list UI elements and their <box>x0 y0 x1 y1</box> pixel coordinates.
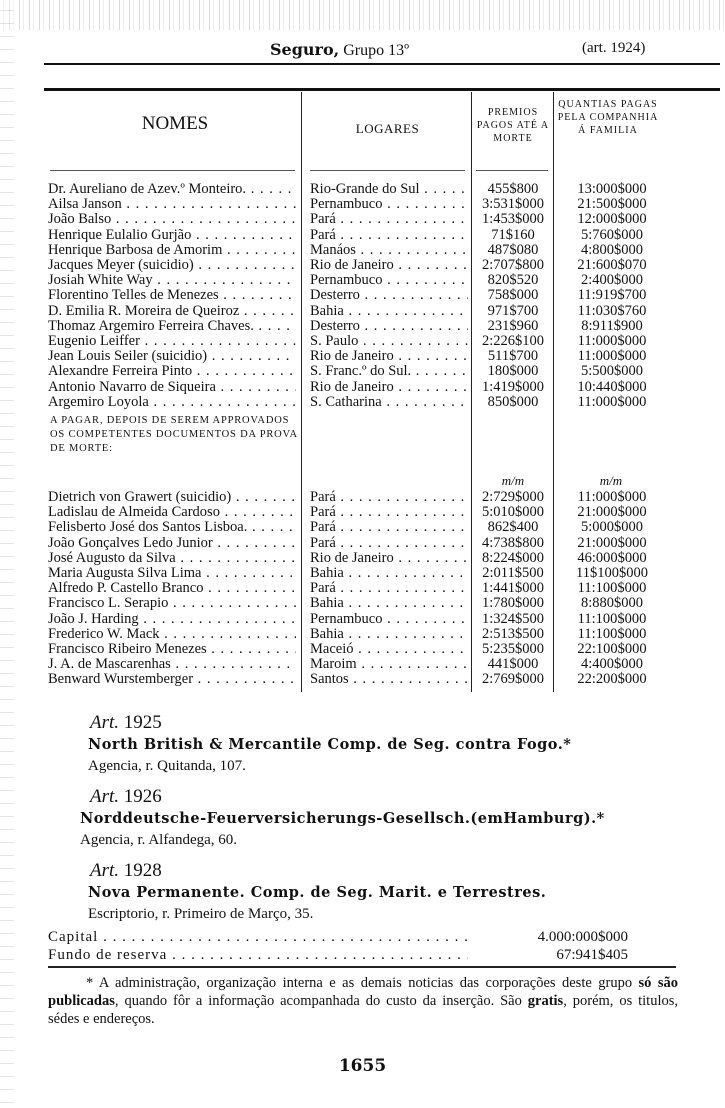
article-label: Art. <box>90 712 120 733</box>
payout-cell: 21:600$070 <box>577 257 647 273</box>
payout-cell: 21:000$000 <box>577 504 647 521</box>
premium-cell: 511$700 <box>487 348 539 365</box>
premium-cell: 71$160 <box>491 226 535 243</box>
place-cell: Santos . . . <box>310 672 468 687</box>
name-cell: Dietrich von Grawert (suicidio) . . . <box>48 490 296 505</box>
financial-value: 67:941$405 <box>556 947 628 963</box>
premium-cell: 231$960 <box>487 317 539 334</box>
financial-label: Capital . . . <box>48 928 468 946</box>
name-cell: Ailsa Janson . . . <box>48 197 296 212</box>
premium-cell: 4:738$800 <box>481 534 545 551</box>
footnote-text: , porém, os titulos, sédes e endereços. <box>48 993 678 1027</box>
header-underline <box>50 170 295 171</box>
place-cell: Bahia . . . <box>310 596 468 611</box>
footnote-text: , quando fôr a informação acompanhada do custo da inserção. São <box>114 993 528 1009</box>
place-cell: Pará . . . <box>310 505 468 520</box>
name-cell: Thomaz Argemiro Ferreira Chaves. . . . <box>48 319 296 334</box>
footnote-bold: gratis <box>527 993 564 1009</box>
name-cell: Antonio Navarro de Siqueira . . . <box>48 380 296 395</box>
payout-cell: 11:100$000 <box>577 610 647 627</box>
currency-label-premios: m/m <box>501 473 525 488</box>
article-label: Art. <box>90 860 120 881</box>
footnote-bold: só são publicadas <box>48 975 678 1009</box>
payout-cell: 11:000$000 <box>577 333 647 349</box>
premium-cell: 3:531$000 <box>481 196 545 213</box>
company-name: Norddeutsche-Feuerversicherungs-Gesellsch.(emHamburg).* <box>80 810 605 827</box>
article-heading <box>90 860 162 882</box>
premium-cell: 1:780$000 <box>481 595 545 612</box>
premium-cell: 5:010$000 <box>481 504 545 521</box>
article-heading <box>90 786 162 808</box>
footnote-rule <box>48 966 676 968</box>
name-cell: João J. Harding . . . <box>48 612 296 627</box>
premium-cell: 971$700 <box>487 302 539 319</box>
premium-cell: 455$800 <box>487 181 539 197</box>
place-cell: Maceió . . . <box>310 642 468 657</box>
premium-cell: 2:769$000 <box>481 671 545 688</box>
name-cell: Argemiro Loyola . . . <box>48 395 296 410</box>
financial-row <box>48 928 678 946</box>
financial-value: 4.000:000$000 <box>537 929 628 945</box>
place-cell: Pará . . . <box>310 536 468 551</box>
column-header-premios: PREMIOS PAGOS ATÉ A MORTE <box>476 107 550 144</box>
place-cell: S. Paulo . . . <box>310 334 468 349</box>
header-rule <box>44 63 720 65</box>
premium-cell: 2:513$500 <box>481 625 545 642</box>
payout-cell: 11$100$000 <box>576 565 648 581</box>
premium-cell: 1:453$000 <box>481 211 545 228</box>
premium-cell: 862$400 <box>487 519 539 536</box>
running-header <box>270 40 409 60</box>
currency-label-quantias: m/m <box>599 473 623 488</box>
payout-cell: 11:000$000 <box>577 393 647 410</box>
page-number: 1655 <box>338 1056 387 1076</box>
column-header-nomes: NOMES <box>141 113 209 134</box>
name-cell: Jacques Meyer (suicidio) . . . <box>48 258 296 273</box>
payout-cell: 46:000$000 <box>577 549 647 566</box>
header-underline <box>310 170 465 171</box>
payout-cell: 4:400$000 <box>580 656 644 673</box>
payout-cell: 22:100$000 <box>577 641 647 657</box>
premium-cell: 441$000 <box>487 656 539 673</box>
payout-cell: 8:880$000 <box>580 595 644 612</box>
name-cell: Henrique Eulalio Gurjão . . . <box>48 228 296 243</box>
payout-cell: 8:911$900 <box>581 317 643 334</box>
column-divider <box>471 92 472 692</box>
article-heading <box>90 712 162 734</box>
article-number: 1926 <box>119 786 162 807</box>
name-cell: João Gonçalves Ledo Junior . . . <box>48 536 296 551</box>
article-number: 1928 <box>119 860 162 881</box>
running-header-bold: Seguro, <box>270 40 340 59</box>
company-address: Agencia, r. Alfandega, 60. <box>80 832 238 848</box>
place-cell: Bahia . . . <box>310 627 468 642</box>
name-cell: Alexandre Ferreira Pinto . . . <box>48 364 296 379</box>
name-cell: J. A. de Mascarenhas . . . <box>48 657 296 672</box>
place-cell: Rio de Janeiro . . . <box>310 258 468 273</box>
premium-cell: 2:707$800 <box>481 257 545 273</box>
name-cell: Felisberto José dos Santos Lisboa. . . . <box>48 520 296 535</box>
table-top-rule <box>44 88 720 91</box>
name-cell: Josiah White Way . . . <box>48 273 296 288</box>
payout-cell: 2:400$000 <box>580 272 644 289</box>
place-cell: Maroim . . . <box>310 657 468 672</box>
name-cell: Eugenio Leiffer . . . <box>48 334 296 349</box>
running-header-text: Grupo 13º <box>339 42 410 59</box>
payout-cell: 5:760$000 <box>580 226 644 243</box>
financial-label: Fundo de reserva . . . <box>48 946 468 964</box>
name-cell: Francisco L. Serapio . . . <box>48 596 296 611</box>
name-cell: Ladislau de Almeida Cardoso . . . <box>48 505 296 520</box>
place-cell: Pará . . . <box>310 490 468 505</box>
payout-cell: 22:200$000 <box>577 671 647 688</box>
payout-cell: 11:000$000 <box>577 489 647 505</box>
column-divider <box>553 92 554 692</box>
premium-cell: 820$520 <box>487 272 539 289</box>
place-cell: Pará . . . <box>310 520 468 535</box>
premium-cell: 487$080 <box>487 241 539 258</box>
payout-cell: 21:500$000 <box>577 196 647 213</box>
name-cell: João Balso . . . <box>48 212 296 227</box>
place-cell: Pernambuco . . . <box>310 612 468 627</box>
financial-row <box>48 946 678 964</box>
payout-cell: 10:440$000 <box>577 378 647 395</box>
premium-cell: 2:729$000 <box>481 489 545 505</box>
premium-cell: 1:324$500 <box>481 610 545 627</box>
place-cell: Pernambuco . . . <box>310 273 468 288</box>
payout-cell: 13:000$000 <box>577 181 647 197</box>
name-cell: Alfredo P. Castello Branco . . . <box>48 581 296 596</box>
premium-cell: 1:419$000 <box>481 378 545 395</box>
payout-cell: 11:919$700 <box>577 287 647 304</box>
place-cell: S. Franc.º do Sul. . . . <box>310 364 468 379</box>
scan-noise-left <box>0 0 14 1108</box>
place-cell: Pará . . . <box>310 212 468 227</box>
payout-cell: 21:000$000 <box>577 534 647 551</box>
premium-cell: 8:224$000 <box>481 549 545 566</box>
name-cell: José Augusto da Silva . . . <box>48 551 296 566</box>
place-cell: Rio-Grande do Sul . . . <box>310 182 468 197</box>
place-cell: Bahia . . . <box>310 304 468 319</box>
column-header-quantias: QUANTIAS PAGAS PELA COMPANHIA Á FAMILIA <box>557 99 659 136</box>
premium-cell: 1:441$000 <box>481 580 545 597</box>
name-cell: Benward Wurstemberger . . . <box>48 672 296 687</box>
footnote <box>48 974 678 1028</box>
name-cell: D. Emilia R. Moreira de Queiroz . . . <box>48 304 296 319</box>
payout-cell: 11:100$000 <box>577 625 647 642</box>
name-cell: Henrique Barbosa de Amorim . . . <box>48 243 296 258</box>
header-underline <box>476 170 548 171</box>
name-cell: Frederico W. Mack . . . <box>48 627 296 642</box>
payout-cell: 11:030$760 <box>577 302 647 319</box>
section-note: A PAGAR, DEPOIS DE SEREM APPROVADOS OS COMPETENTES DOCUMENTOS DA PROVA DE MORTE: <box>50 415 298 454</box>
company-name: Nova Permanente. Comp. de Seg. Marit. e Terrestres. <box>88 884 547 901</box>
place-cell: Desterro . . . <box>310 288 468 303</box>
place-cell: Bahia . . . <box>310 566 468 581</box>
place-cell: Manáos . . . <box>310 243 468 258</box>
premium-cell: 180$000 <box>487 363 539 380</box>
premium-cell: 2:226$100 <box>481 333 545 349</box>
payout-cell: 4:800$000 <box>580 241 644 258</box>
scan-noise-top <box>0 0 725 30</box>
financials <box>48 928 678 964</box>
company-address: Escriptorio, r. Primeiro de Março, 35. <box>88 906 314 922</box>
place-cell: Desterro . . . <box>310 319 468 334</box>
name-cell: Dr. Aureliano de Azev.º Monteiro. . . . <box>48 182 296 197</box>
place-cell: Rio de Janeiro . . . <box>310 551 468 566</box>
place-cell: Rio de Janeiro . . . <box>310 349 468 364</box>
name-cell: Maria Augusta Silva Lima . . . <box>48 566 296 581</box>
payout-cell: 11:000$000 <box>577 348 647 365</box>
payout-cell: 5:500$000 <box>580 363 644 380</box>
place-cell: S. Catharina . . . <box>310 395 468 410</box>
column-header-logares: LOGARES <box>355 121 420 136</box>
company-name: North British & Mercantile Comp. de Seg. contra Fogo.* <box>88 736 572 753</box>
name-cell: Jean Louis Seiler (suicidio) . . . <box>48 349 296 364</box>
article-label: Art. <box>90 786 120 807</box>
column-divider <box>301 92 302 692</box>
payout-cell: 12:000$000 <box>577 211 647 228</box>
premium-cell: 850$000 <box>487 393 539 410</box>
place-cell: Rio de Janeiro . . . <box>310 380 468 395</box>
place-cell: Pará . . . <box>310 581 468 596</box>
footnote-text: * A administração, organização interna e as demais noticias das corporações deste grupo <box>86 975 639 991</box>
name-cell: Francisco Ribeiro Menezes . . . <box>48 642 296 657</box>
name-cell: Florentino Telles de Menezes . . . <box>48 288 296 303</box>
payout-cell: 11:100$000 <box>577 580 647 597</box>
place-cell: Pará . . . <box>310 228 468 243</box>
article-number: 1925 <box>119 712 162 733</box>
premium-cell: 5:235$000 <box>481 641 545 657</box>
place-cell: Pernambuco . . . <box>310 197 468 212</box>
company-address: Agencia, r. Quitanda, 107. <box>88 758 246 774</box>
article-reference: (art. 1924) <box>582 40 646 56</box>
premium-cell: 2:011$500 <box>482 565 544 581</box>
payout-cell: 5:000$000 <box>580 519 644 536</box>
premium-cell: 758$000 <box>487 287 539 304</box>
